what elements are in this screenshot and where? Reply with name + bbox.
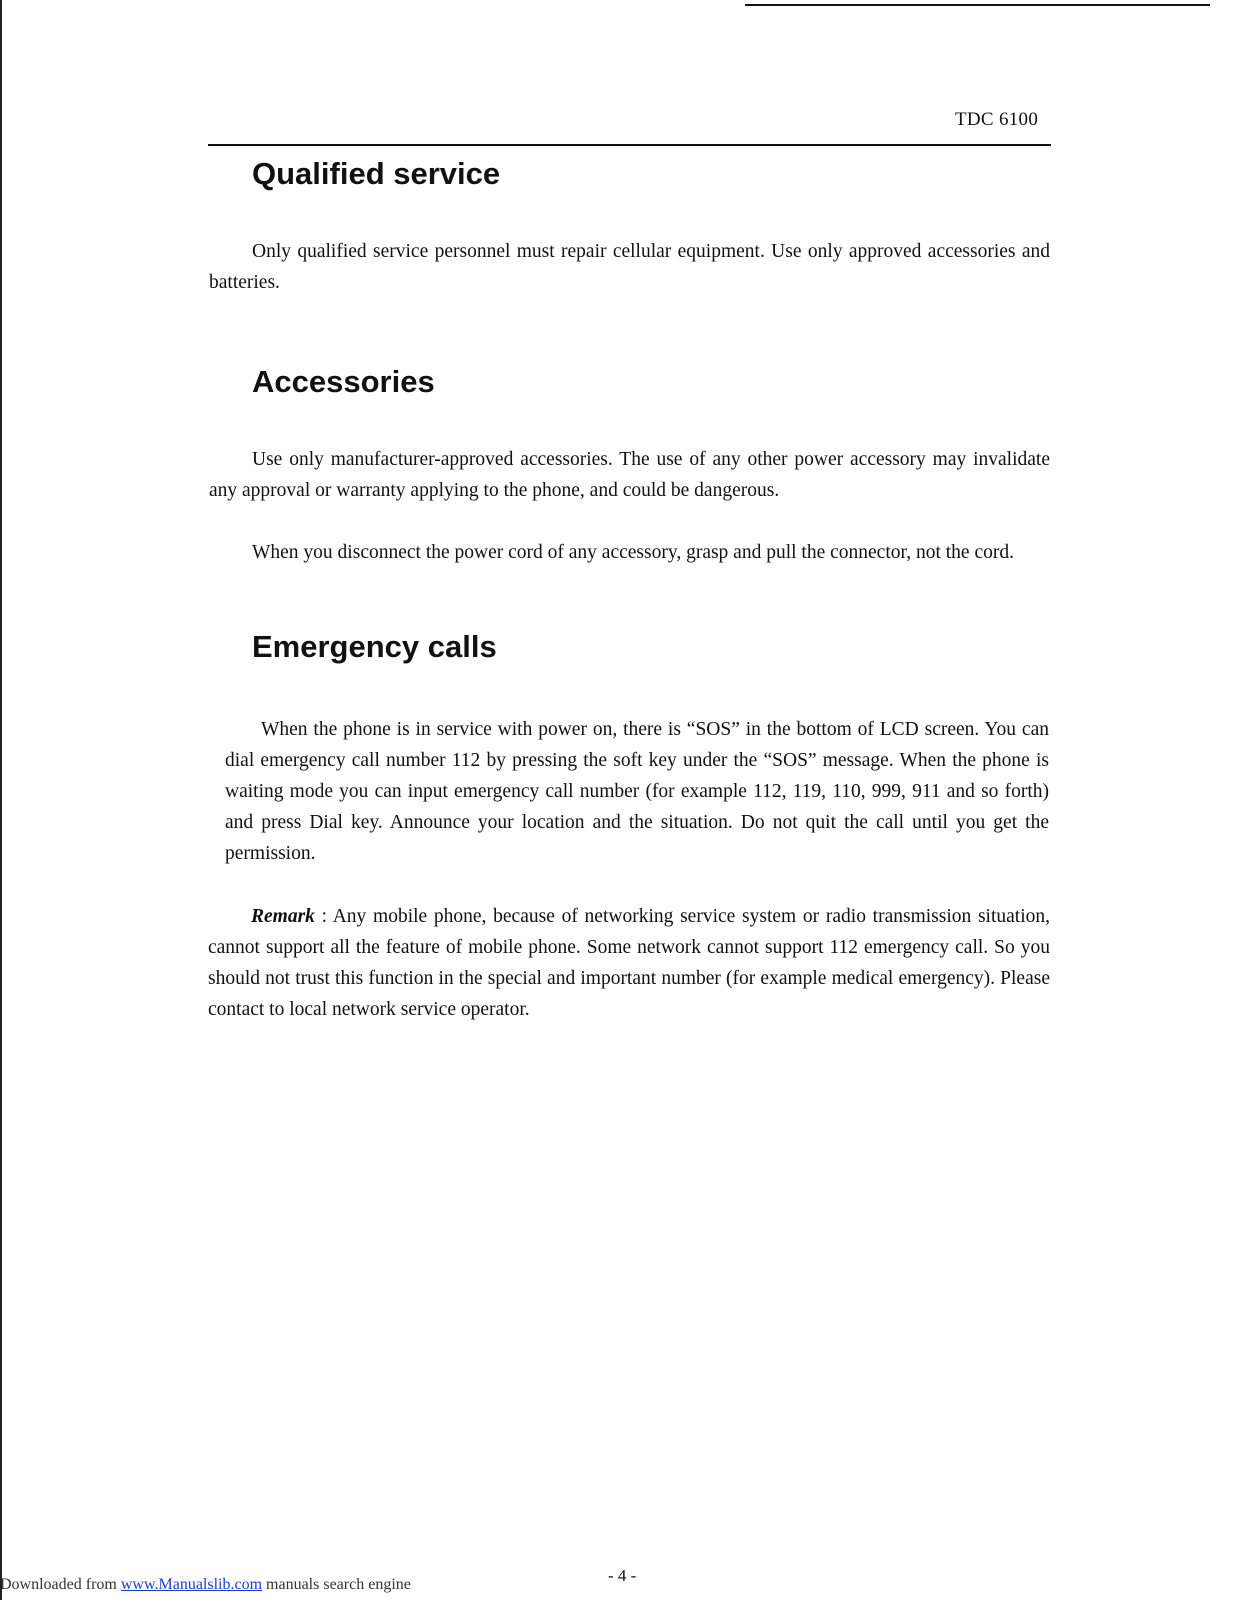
paragraph-text: When the phone is in service with power on, there is “SOS” in the bottom of LCD screen. You can dial emergency call number 112 by pressing the soft key under the “SOS” message. When the phone is waiting mode you can input emergency call number (for example 112, 119, 110, 999, 911 and so forth) and press Dial key. Announce your location and the situation. Do not quit the call until you get the permission. — [225, 719, 1049, 864]
paragraph-qualified-service — [209, 236, 1050, 298]
paragraph-text: Only qualified service personnel must repair cellular equipment. Use only approved accessories and batteries. — [209, 241, 1050, 293]
manualslib-link[interactable]: www.Manualslib.com — [120, 1576, 263, 1593]
paragraph-emergency-calls — [225, 714, 1049, 869]
header-rule — [208, 144, 1051, 146]
heading-accessories: Accessories — [252, 364, 435, 399]
footer — [0, 1576, 411, 1594]
footer-prefix: Downloaded from — [0, 1576, 121, 1593]
paragraph-text: When you disconnect the power cord of any accessory, grasp and pull the connector, not the cord. — [252, 542, 1014, 563]
page-number: - 4 - — [608, 1566, 637, 1585]
heading-qualified-service: Qualified service — [252, 156, 501, 191]
paragraph-accessories-2 — [209, 537, 1050, 568]
top-rule — [745, 4, 1210, 6]
paragraph-text: Use only manufacturer-approved accessories. The use of any other power accessory may invalidate any approval or warranty applying to the phone, and could be dangerous. — [209, 449, 1050, 501]
remark-label: Remark — [251, 906, 315, 927]
remark-paragraph — [208, 901, 1050, 1025]
page-left-edge — [0, 0, 2, 1600]
remark-separator: : — [314, 906, 333, 927]
footer-suffix: manuals search engine — [262, 1576, 411, 1593]
heading-emergency-calls: Emergency calls — [252, 629, 497, 664]
model-number: TDC 6100 — [955, 109, 1039, 130]
remark-text: Any mobile phone, because of networking service system or radio transmission situation, cannot support all the feature of mobile phone. Some network cannot support 112 emergency call. So you should not trust this function in the special and important number (for example medical emergency). Please contact to local network service operator. — [208, 906, 1051, 1020]
paragraph-accessories-1 — [209, 444, 1050, 506]
